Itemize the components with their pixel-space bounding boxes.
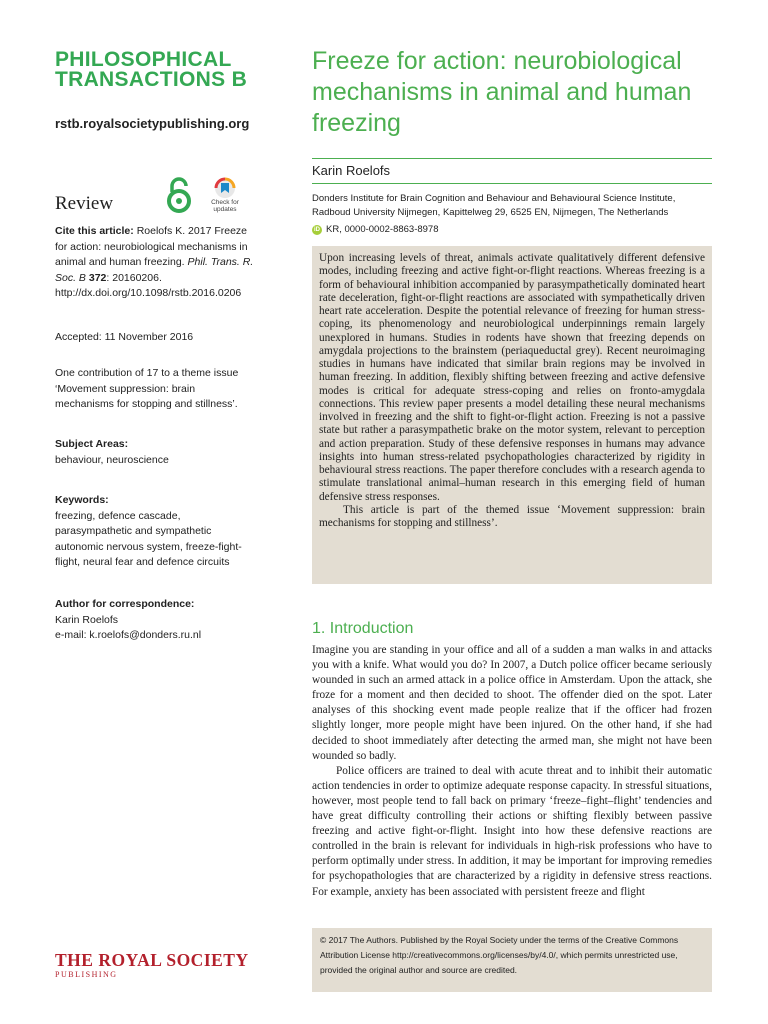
- keywords-value: freezing, defence cascade, parasympathetic and sympathetic autonomic nervous system, freeze-fight-flight, neural fear and defence circuits: [55, 509, 242, 568]
- abstract-box: [312, 246, 712, 584]
- check-updates-line1: Check for: [211, 199, 239, 206]
- author-divider: [312, 183, 712, 184]
- cite-volume: 372: [88, 271, 107, 284]
- cite-doi[interactable]: http://dx.doi.org/10.1098/rstb.2016.0206: [55, 287, 242, 299]
- author-name: Karin Roelofs: [312, 163, 391, 178]
- intro-paragraph-2: Police officers are trained to deal with acute threat and to inhibit their automatic action tendencies in order to optimize adequate response capacity. In stressful situations, however, most people tend to fall back on primary ‘freeze–fight–flight’ tendencies and have great difficulty controlling their actions or shifting flexibly between passive freezing and active fight-or-flight. Insight into how these defensive reactions are controlled in the brain is relevant for individuals in high-risk professions who have to perform optimally under stress. In addition, it may be important for improving remedies for psychopathologies that are characterized by a rigidity in defensive stress reactions. For example, anxiety has been associated with persistent freeze and flight: [312, 764, 712, 898]
- correspondence-label: Author for correspondence:: [55, 598, 195, 610]
- affiliation-line1: Donders Institute for Brain Cognition and Behaviour and Behavioural Science Institute,: [312, 193, 676, 204]
- cite-text: Roelofs K. 2017 Freeze for action: neurobiological mechanisms in animal and human freezing.: [55, 225, 248, 268]
- check-for-updates-label: [200, 199, 250, 213]
- cite-article-no: : 20160206.: [106, 271, 162, 284]
- check-updates-line2: updates: [213, 206, 237, 213]
- abstract-theme-note: This article is part of the themed issue ‘Movement suppression: brain mechanisms for stopping and stillness’.: [319, 503, 705, 529]
- section-body: [312, 643, 712, 900]
- publisher-sub: PUBLISHING: [55, 970, 118, 979]
- cite-label: Cite this article:: [55, 225, 134, 237]
- journal-name-line1: PHILOSOPHICAL: [55, 48, 232, 71]
- accepted-date: Accepted: 11 November 2016: [55, 331, 194, 343]
- subject-label: Subject Areas:: [55, 438, 129, 450]
- theme-issue: One contribution of 17 to a theme issue ‘Movement suppression: brain mechanisms for stopping and stillness’.: [55, 367, 239, 410]
- title-divider: [312, 158, 712, 159]
- license-box: © 2017 The Authors. Published by the Royal Society under the terms of the Creative Commons Attribution License http://creativecommons.org/licenses/by/4.0/, which permits unrestricted use, provided the original author and source are credited.: [312, 928, 712, 992]
- section-heading: 1. Introduction: [312, 620, 414, 637]
- correspondence-name: Karin Roelofs: [55, 613, 119, 626]
- article-title: Freeze for action: neurobiological mechanisms in animal and human freezing: [312, 47, 692, 137]
- journal-url[interactable]: rstb.royalsocietypublishing.org: [55, 116, 250, 131]
- journal-name: [55, 50, 275, 90]
- keywords-label: Keywords:: [55, 494, 109, 506]
- orcid[interactable]: [312, 224, 439, 235]
- keywords: [55, 493, 255, 571]
- citation: [55, 224, 255, 302]
- journal-name-line2: TRANSACTIONS B: [55, 68, 248, 91]
- subject-areas: [55, 437, 255, 468]
- orcid-icon: iD: [314, 226, 320, 233]
- affiliation: [312, 192, 712, 220]
- article-type: Review: [55, 193, 114, 214]
- open-access-icon: [165, 176, 193, 214]
- cite-journal: Phil. Trans. R. Soc. B: [55, 256, 254, 284]
- affiliation-line2: Radboud University Nijmegen, Kapittelweg 29, 6525 EN, Nijmegen, The Netherlands: [312, 207, 669, 218]
- subject-value: behaviour, neuroscience: [55, 453, 169, 466]
- intro-paragraph-1: Imagine you are standing in your office and all of a sudden a man walks in and attacks you with a knife. What would you do? In 2007, a Dutch police officer became seriously wounded in such an armed attack in a police office in Amsterdam. Upon the attack, she froze for a moment and then decided to shoot. The offender died on the spot. Later analyses of this shocking event made people realize that if the officer had frozen slightly longer, more people might have been injured. On the other hand, if she had decided to shoot immediately after detecting the armed man, she might not have been wounded so badly.: [312, 644, 712, 762]
- correspondence-email[interactable]: e-mail: k.roelofs@donders.ru.nl: [55, 629, 202, 641]
- abstract-paragraph: Upon increasing levels of threat, animals activate qualitatively different defensive modes, including freezing and active fight-or-flight reactions. Whereas freezing is a form of behavioural inhibition accompanied by parasympathetically dominated heart rate deceleration, fight-or-flight reactions are associated with sympathetically driven heart rate acceleration. Despite the potential relevance of freezing for human stress-coping, its phenomenology and neurobiological underpinnings remain largely unexplored in humans. Studies in rodents have shown that freezing depends on amygdala projections to the brainstem (periaqueductal grey). Recent neuroimaging studies in humans have indicated that similar brain regions may be involved in human freezing. In addition, flexibly shifting between freezing and active defensive modes is critical for adequate stress-coping and relies on fronto-amygdala connections. This review paper presents a model detailing these neural mechanisms involved in freezing and the shift to fight-or-flight action. Freezing is not a passive state but rather a parasympathetic brake on the motor system, relevant to perception and action preparation. Study of these defensive responses in humans may advance insights into human stress-related psychopathologies characterized by rigidity in behavioural stress reactions. The paper therefore concludes with a research agenda to stimulate translational animal–human research in this emerging field of human defensive stress responses.: [319, 252, 705, 503]
- orcid-text[interactable]: KR, 0000-0002-8863-8978: [326, 224, 439, 235]
- publisher-logo: [55, 950, 249, 979]
- correspondence: [55, 597, 255, 644]
- publisher-name: THE ROYAL SOCIETY: [55, 950, 249, 970]
